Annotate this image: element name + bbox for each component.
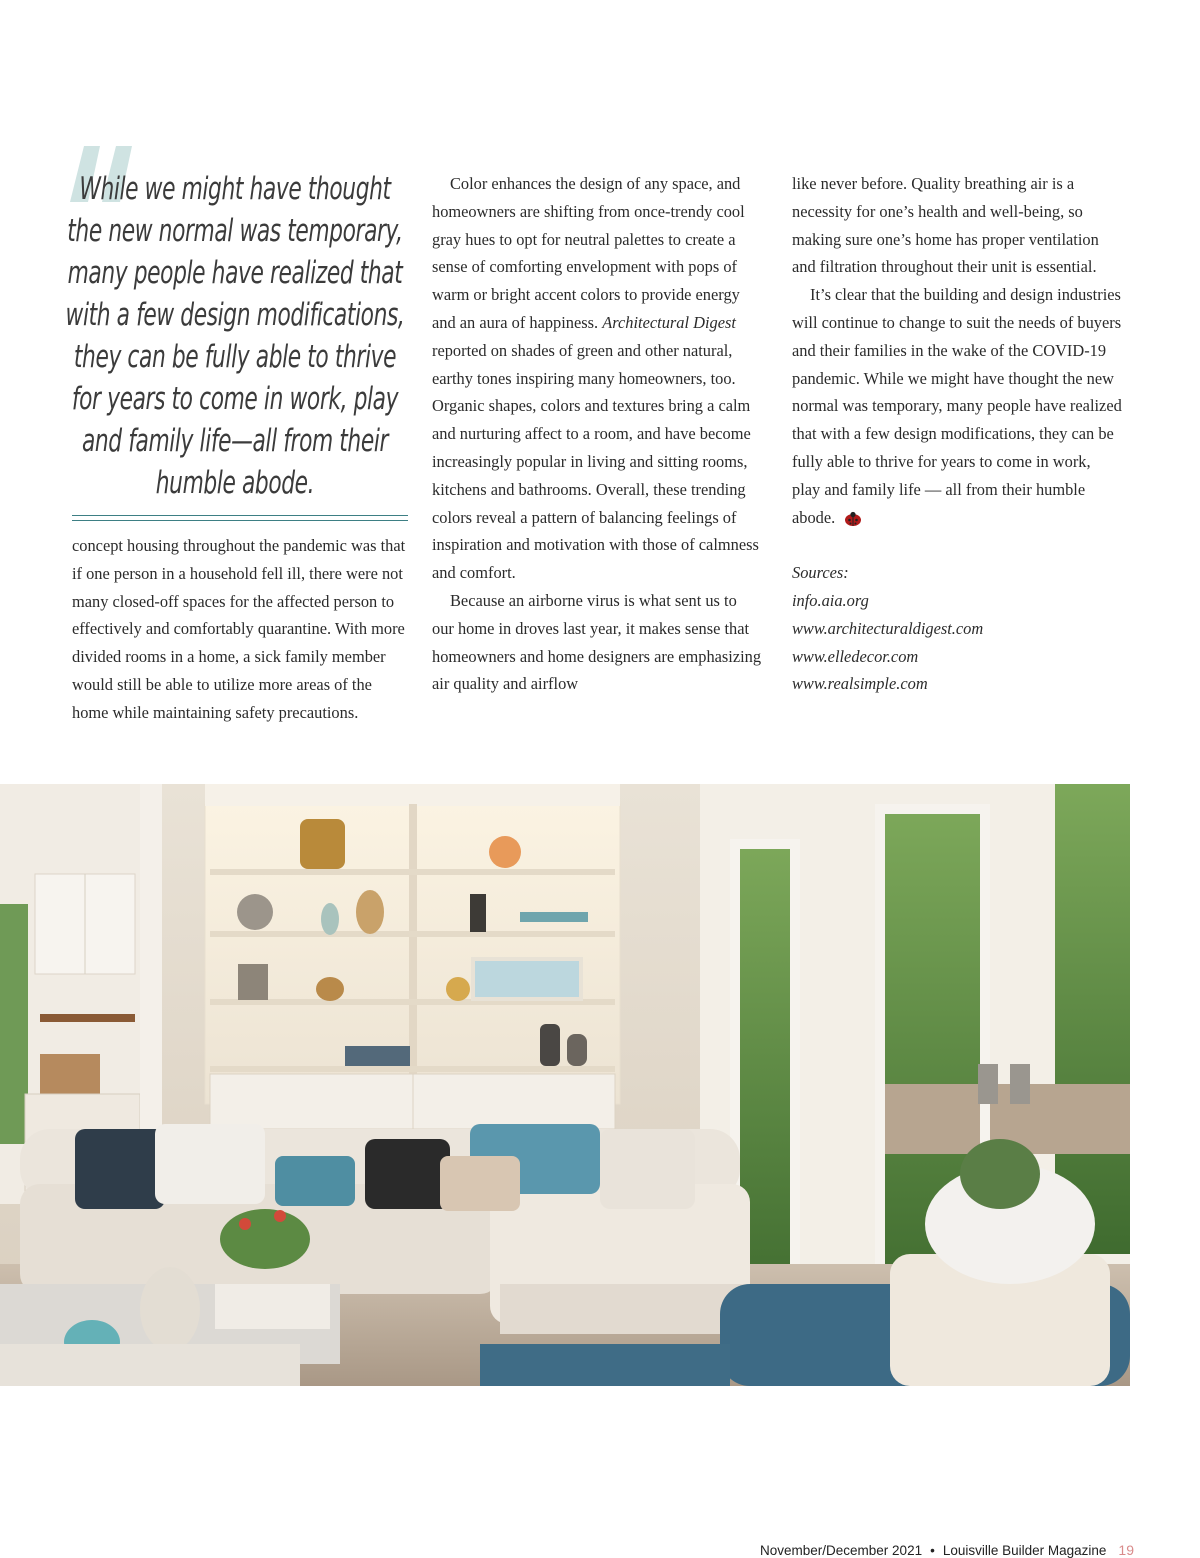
sources-list (792, 559, 1122, 698)
column-2-text-a: Color enhances the design of any space, and homeowners are shifting from once-trendy cool gray hues to opt for neutral palettes to create a sense of comforting envelopment with pops of warm or bright accent colors to provide energy and an aura of happiness. (432, 174, 745, 332)
issue-date: November/December 2021 (760, 1543, 923, 1558)
publication-name: Architectural Digest (602, 312, 736, 332)
column-3-paragraph-2 (792, 281, 1122, 531)
pull-quote-text: While we might have thought the new normal was temporary, many people have realized that with a few design modifications, they can be fully able to thrive for years to come in work, play and family life—all from their humble abode. (65, 171, 405, 501)
column-1 (72, 532, 412, 727)
column-1-paragraph: concept housing throughout the pandemic was that if one person in a household fell ill, there were not many closed-off spaces for the affected person to effectively and comfortably quarantine. With more divided rooms in a home, a sick family member would still be able to utilize more areas of the home while maintaining safety precautions. (72, 536, 406, 722)
pull-quote-divider (72, 515, 408, 521)
pull-quote (62, 150, 408, 504)
column-3-paragraph-1: like never before. Quality breathing air is a necessity for one’s health and well-being, so making sure one’s home has proper ventilation and filtration throughout their unit is essential. (792, 174, 1099, 277)
footer-separator: • (930, 1543, 935, 1558)
living-room-photo (0, 784, 1130, 1386)
source-item: info.aia.org (792, 590, 869, 610)
ladybug-end-mark-icon (843, 511, 863, 527)
source-item: www.elledecor.com (792, 646, 919, 666)
column-3-text: It’s clear that the building and design industries will continue to change to suit the needs of buyers and their families in the wake of the COVID-19 pandemic. While we might have thought the new normal was temporary, many people have realized that with a few design modifications, they can be fully able to thrive for years to come in work, play and family life — all from their humble abode. (792, 285, 1122, 527)
column-3 (792, 170, 1122, 698)
publication-name-footer: Louisville Builder Magazine (942, 1543, 1107, 1558)
column-2-text-b: reported on shades of green and other natural, earthy tones inspiring many homeowners, too. Organic shapes, colors and textures bring a calm and nurturing affect to a room, and have become increasingly popular in living and sitting rooms, kitchens and bathrooms. Overall, these trending colors reveal a pattern of balancing feelings of inspiration and motivation with those of calmness and comfort. (432, 340, 759, 583)
sources-label: Sources: (792, 563, 849, 583)
source-item: www.realsimple.com (792, 674, 928, 694)
source-item: www.architecturaldigest.com (792, 618, 984, 638)
page-footer (760, 1542, 1134, 1558)
column-2-paragraph-1 (432, 170, 762, 587)
page-number: 19 (1118, 1542, 1134, 1558)
column-2 (432, 170, 762, 698)
column-2-paragraph-2: Because an airborne virus is what sent us to our home in droves last year, it makes sense that homeowners and home designers are emphasizing air quality and airflow (432, 590, 762, 694)
